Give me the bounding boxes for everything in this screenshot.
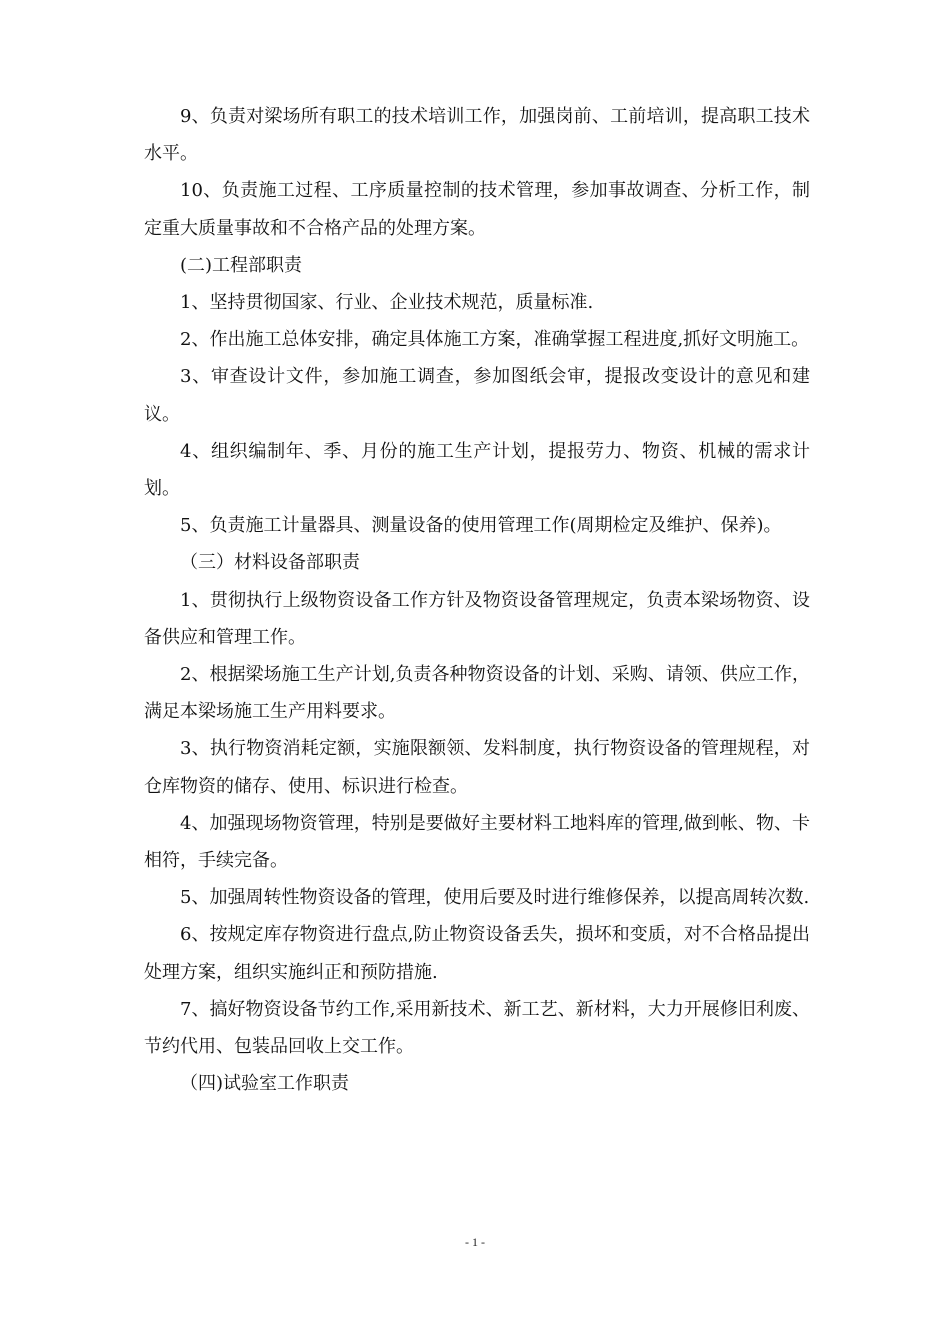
document-body <box>144 98 810 1102</box>
paragraph-engineering-4: 4、组织编制年、季、月份的施工生产计划，提报劳力、物资、机械的需求计划。 <box>144 440 810 500</box>
paragraph-materials-4: 4、加强现场物资管理，特别是要做好主要材料工地料库的管理,做到帐、物、卡相符，手续完备。 <box>144 812 810 872</box>
paragraph-engineering-3: 3、审查设计文件，参加施工调查，参加图纸会审，提报改变设计的意见和建议。 <box>144 366 810 425</box>
paragraph-materials-5: 5、加强周转性物资设备的管理，使用后要及时进行维修保养，以提高周转次数. <box>180 887 810 909</box>
paragraph-item-9: 9、负责对梁场所有职工的技术培训工作，加强岗前、工前培训，提高职工技术水平。 <box>144 106 810 165</box>
paragraph-engineering-1: 1、坚持贯彻国家、行业、企业技术规范，质量标准. <box>180 292 594 314</box>
paragraph-materials-6: 6、按规定库存物资进行盘点,防止物资设备丢失，损坏和变质，对不合格品提出处理方案，组织实施纠正和预防措施. <box>144 924 810 983</box>
paragraph-engineering-5: 5、负责施工计量器具、测量设备的使用管理工作(周期检定及维护、保养)。 <box>180 515 782 537</box>
page-number: - 1 - <box>465 1235 485 1249</box>
section-heading-materials: （三）材料设备部职责 <box>180 552 360 574</box>
section-heading-engineering: (二)工程部职责 <box>180 254 303 276</box>
paragraph-materials-2: 2、根据梁场施工生产计划,负责各种物资设备的计划、采购、请领、供应工作，满足本梁场施工生产用料要求。 <box>144 664 810 723</box>
paragraph-item-10: 10、负责施工过程、工序质量控制的技术管理，参加事故调查、分析工作，制定重大质量事故和不合格产品的处理方案。 <box>144 180 810 239</box>
paragraph-engineering-2: 2、作出施工总体安排，确定具体施工方案，准确掌握工程进度,抓好文明施工。 <box>180 329 810 351</box>
paragraph-materials-1: 1、贯彻执行上级物资设备工作方针及物资设备管理规定，负责本梁场物资、设备供应和管理工作。 <box>144 589 810 648</box>
paragraph-materials-7: 7、搞好物资设备节约工作,采用新技术、新工艺、新材料，大力开展修旧利废、节约代用、包装品回收上交工作。 <box>144 998 810 1058</box>
paragraph-materials-3: 3、执行物资消耗定额，实施限额领、发料制度，执行物资设备的管理规程，对仓库物资的储存、使用、标识进行检查。 <box>144 738 810 797</box>
section-heading-laboratory: （四)试验室工作职责 <box>180 1073 350 1095</box>
